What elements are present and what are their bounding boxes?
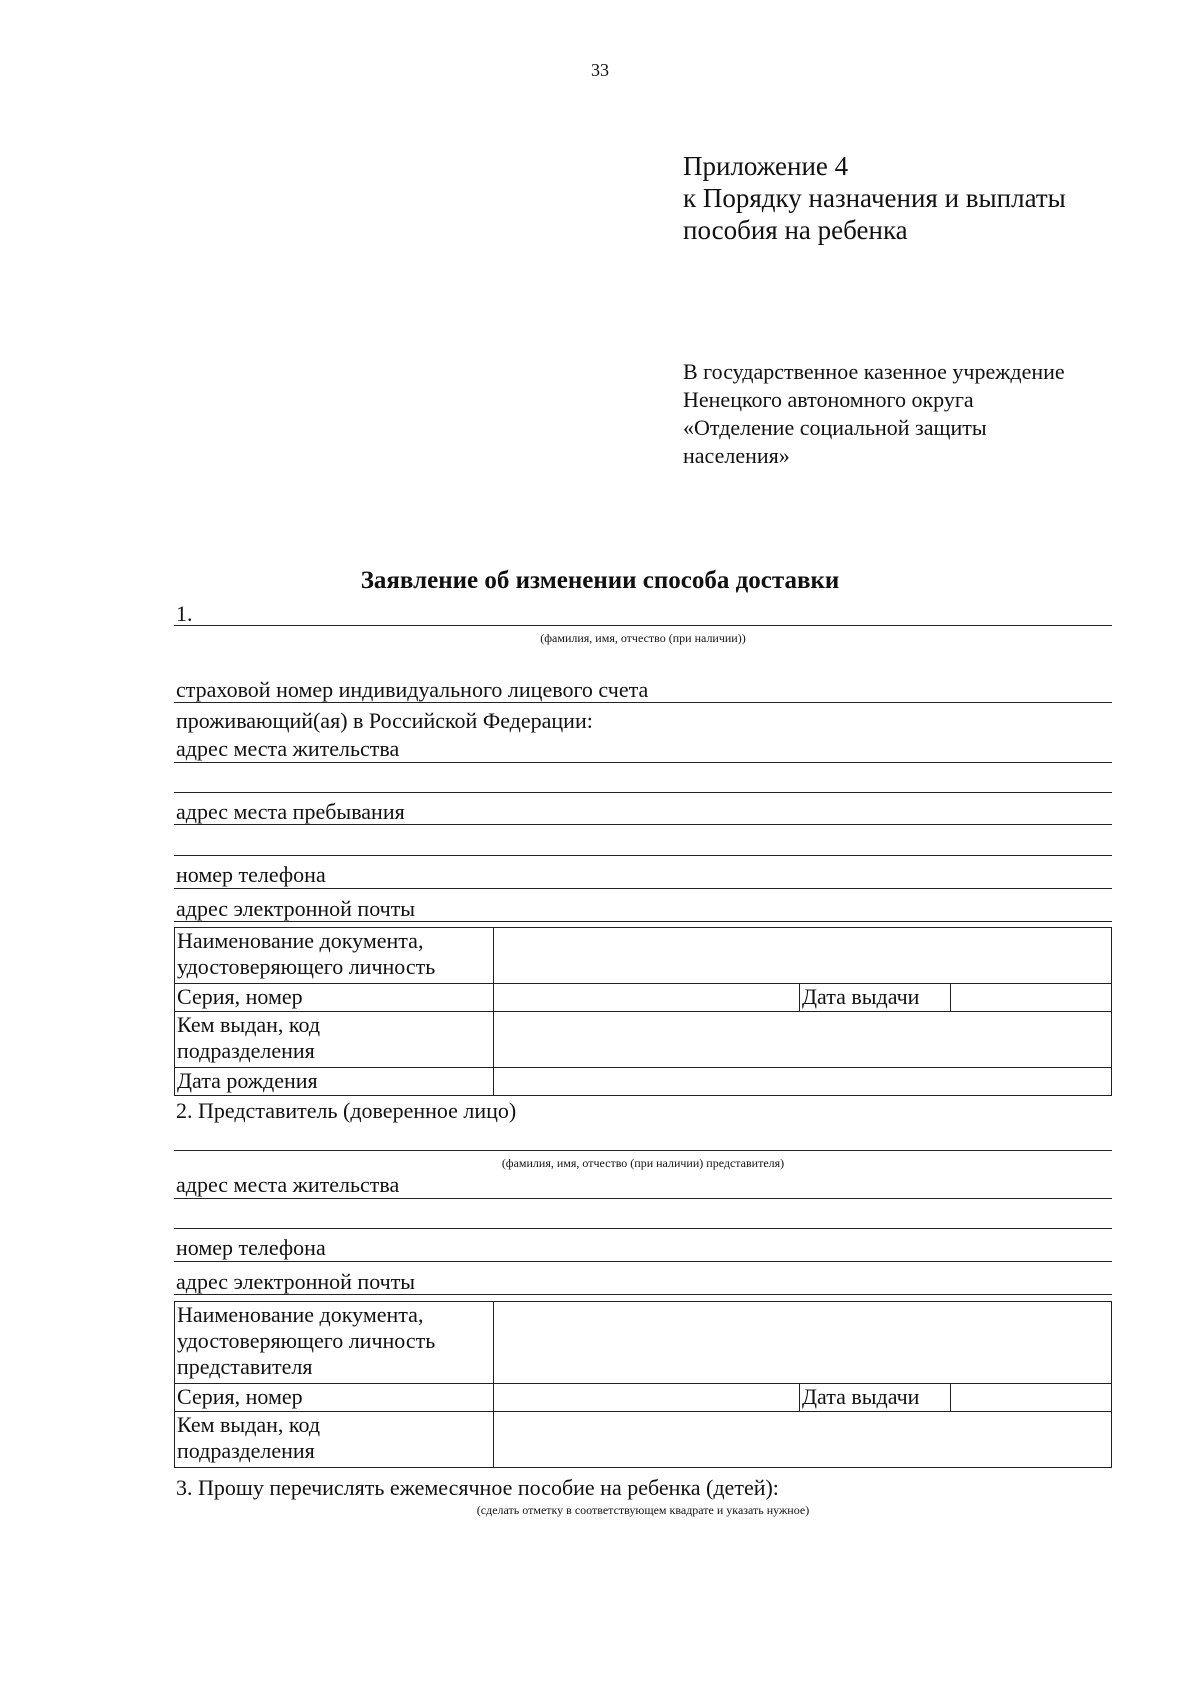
issue-date-label: Дата выдачи bbox=[800, 984, 951, 1012]
rep-issued-by-label bbox=[175, 1412, 494, 1468]
appendix-line-2: к Порядку назначения и выплаты bbox=[683, 183, 1066, 213]
issued-by-label bbox=[175, 1012, 494, 1068]
addressee-block bbox=[683, 358, 1065, 470]
section-1-number: 1. bbox=[176, 601, 193, 626]
snils-line[interactable] bbox=[174, 702, 1112, 703]
representative-fio-hint: (фамилия, имя, отчество (при наличии) представителя) bbox=[501, 1156, 785, 1170]
phone-label: номер телефона bbox=[176, 862, 326, 887]
representative-document-table bbox=[174, 1301, 1112, 1468]
rep-issue-date-field[interactable] bbox=[951, 1384, 1112, 1412]
rep-issued-by-label-line-2: подразделения bbox=[177, 1438, 315, 1463]
email-line[interactable] bbox=[174, 921, 1112, 922]
stay-address-label: адрес места пребывания bbox=[176, 799, 405, 824]
rep-issued-by-label-line-1: Кем выдан, код bbox=[177, 1412, 321, 1437]
addressee-line-2: Ненецкого автономного округа bbox=[683, 387, 974, 412]
email-label: адрес электронной почты bbox=[176, 896, 416, 921]
rep-series-number-label: Серия, номер bbox=[175, 1384, 494, 1412]
rep-residence-address-line-1[interactable] bbox=[174, 1198, 1112, 1199]
section-2-heading: 2. Представитель (доверенное лицо) bbox=[176, 1098, 517, 1123]
residence-address-line-2[interactable] bbox=[174, 792, 1112, 793]
doc-name-field[interactable] bbox=[494, 928, 1112, 984]
appendix-line-3: пособия на ребенка bbox=[683, 215, 908, 245]
page-number: 33 bbox=[591, 60, 609, 80]
addressee-line-1: В государственное казенное учреждение bbox=[683, 359, 1065, 384]
rep-residence-address-label: адрес места жительства bbox=[176, 1172, 400, 1197]
fio-hint: (фамилия, имя, отчество (при наличии)) bbox=[540, 631, 746, 645]
rep-phone-label: номер телефона bbox=[176, 1235, 326, 1260]
series-number-label: Серия, номер bbox=[175, 984, 494, 1012]
rep-residence-address-line-2[interactable] bbox=[174, 1228, 1112, 1229]
stay-address-line-1[interactable] bbox=[174, 824, 1112, 825]
section-3-heading: 3. Прошу перечислять ежемесячное пособие на ребенка (детей): bbox=[176, 1475, 779, 1500]
doc-name-label-line-1: Наименование документа, bbox=[177, 928, 424, 953]
rep-email-line[interactable] bbox=[174, 1294, 1112, 1295]
rep-issued-by-field[interactable] bbox=[494, 1412, 1112, 1468]
rep-doc-name-label-line-1: Наименование документа, bbox=[177, 1302, 424, 1327]
appendix-header bbox=[683, 150, 1066, 246]
document-title: Заявление об изменении способа доставки bbox=[360, 567, 840, 594]
fio-line[interactable] bbox=[174, 625, 1112, 626]
applicant-document-table bbox=[174, 927, 1112, 1096]
snils-label: страховой номер индивидуального лицевого счета bbox=[176, 677, 649, 702]
phone-line[interactable] bbox=[174, 888, 1112, 889]
doc-name-label bbox=[175, 928, 494, 984]
rep-issue-date-label: Дата выдачи bbox=[800, 1384, 951, 1412]
rep-doc-name-label bbox=[175, 1302, 494, 1384]
issue-date-field[interactable] bbox=[951, 984, 1112, 1012]
addressee-line-4: населения» bbox=[683, 443, 790, 468]
addressee-line-3: «Отделение социальной защиты bbox=[683, 415, 987, 440]
birth-date-label: Дата рождения bbox=[175, 1068, 494, 1096]
rep-doc-name-label-line-3: представителя bbox=[177, 1354, 313, 1379]
section-3-hint: (сделать отметку в соответствующем квадрате и указать нужное) bbox=[476, 1503, 810, 1517]
rep-doc-name-field[interactable] bbox=[494, 1302, 1112, 1384]
appendix-line-1: Приложение 4 bbox=[683, 151, 849, 181]
issued-by-label-line-1: Кем выдан, код bbox=[177, 1012, 321, 1037]
residence-address-label: адрес места жительства bbox=[176, 736, 400, 761]
birth-date-field[interactable] bbox=[494, 1068, 1112, 1096]
representative-fio-line[interactable] bbox=[174, 1150, 1112, 1151]
rep-phone-line[interactable] bbox=[174, 1261, 1112, 1262]
rep-email-label: адрес электронной почты bbox=[176, 1269, 416, 1294]
issued-by-field[interactable] bbox=[494, 1012, 1112, 1068]
doc-name-label-line-2: удостоверяющего личность bbox=[177, 954, 436, 979]
residence-address-line-1[interactable] bbox=[174, 762, 1112, 763]
residing-label: проживающий(ая) в Российской Федерации: bbox=[176, 708, 593, 733]
series-number-field[interactable] bbox=[494, 984, 800, 1012]
rep-series-number-field[interactable] bbox=[494, 1384, 800, 1412]
stay-address-line-2[interactable] bbox=[174, 855, 1112, 856]
issued-by-label-line-2: подразделения bbox=[177, 1038, 315, 1063]
rep-doc-name-label-line-2: удостоверяющего личность bbox=[177, 1328, 436, 1353]
